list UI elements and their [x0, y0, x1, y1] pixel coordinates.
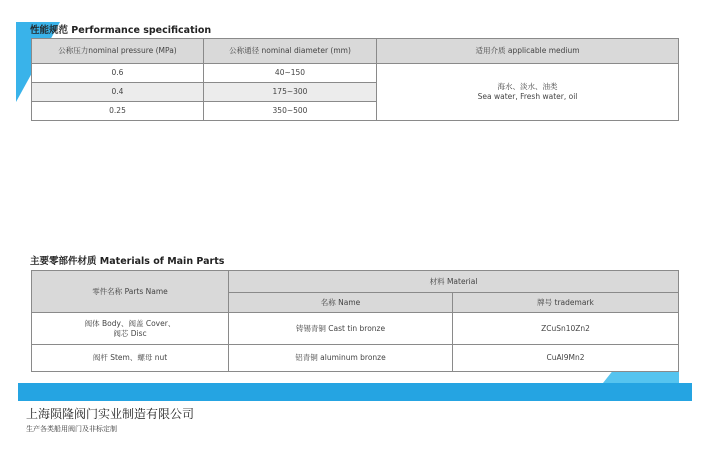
materials-title: 主要零部件材质 Materials of Main Parts — [30, 256, 225, 267]
diameter-cell: 175~300 — [204, 83, 377, 102]
table-row — [32, 345, 679, 372]
trademark-cell: ZCuSn10Zn2 — [453, 313, 679, 345]
diameter-header: 公称通径 nominal diameter (mm) — [204, 39, 377, 64]
table-row — [32, 64, 679, 83]
pressure-header: 公称压力nominal pressure (MPa) — [32, 39, 204, 64]
part-line: 阀体 Body、阀盖 Cover、 — [84, 318, 176, 328]
table-row — [32, 313, 679, 345]
medium-english: Sea water, Fresh water, oil — [477, 92, 578, 101]
footer-accent-bar — [18, 383, 692, 401]
material-header: 材料 Material — [229, 271, 679, 293]
diameter-cell: 350~500 — [204, 102, 377, 121]
material-name-cell: 铝青铜 aluminum bronze — [229, 345, 453, 372]
company-tagline: 生产各类船用阀门及非标定制 — [26, 425, 117, 433]
performance-header-row — [32, 39, 679, 64]
pressure-cell: 0.6 — [32, 64, 204, 83]
company-name: 上海陨隆阀门实业制造有限公司 — [26, 407, 195, 421]
part-cell: 阀杆 Stem、螺母 nut — [32, 345, 229, 372]
diameter-cell: 40~150 — [204, 64, 377, 83]
trademark-cell: CuAl9Mn2 — [453, 345, 679, 372]
part-cell — [32, 313, 229, 345]
medium-chinese: 海水、淡水、油类 — [497, 82, 558, 91]
name-header: 名称 Name — [229, 293, 453, 313]
medium-cell — [377, 64, 679, 121]
performance-table — [31, 38, 679, 121]
materials-header-row — [32, 271, 679, 293]
material-name-cell: 铸锡青铜 Cast tin bronze — [229, 313, 453, 345]
trademark-header: 牌号 trademark — [453, 293, 679, 313]
materials-table — [31, 270, 679, 372]
medium-header: 适用介质 applicable medium — [377, 39, 679, 64]
parts-name-header: 零件名称 Parts Name — [32, 271, 229, 313]
performance-title: 性能规范 Performance specification — [30, 25, 212, 36]
part-line: 阀芯 Disc — [113, 328, 147, 338]
pressure-cell: 0.25 — [32, 102, 204, 121]
pressure-cell: 0.4 — [32, 83, 204, 102]
